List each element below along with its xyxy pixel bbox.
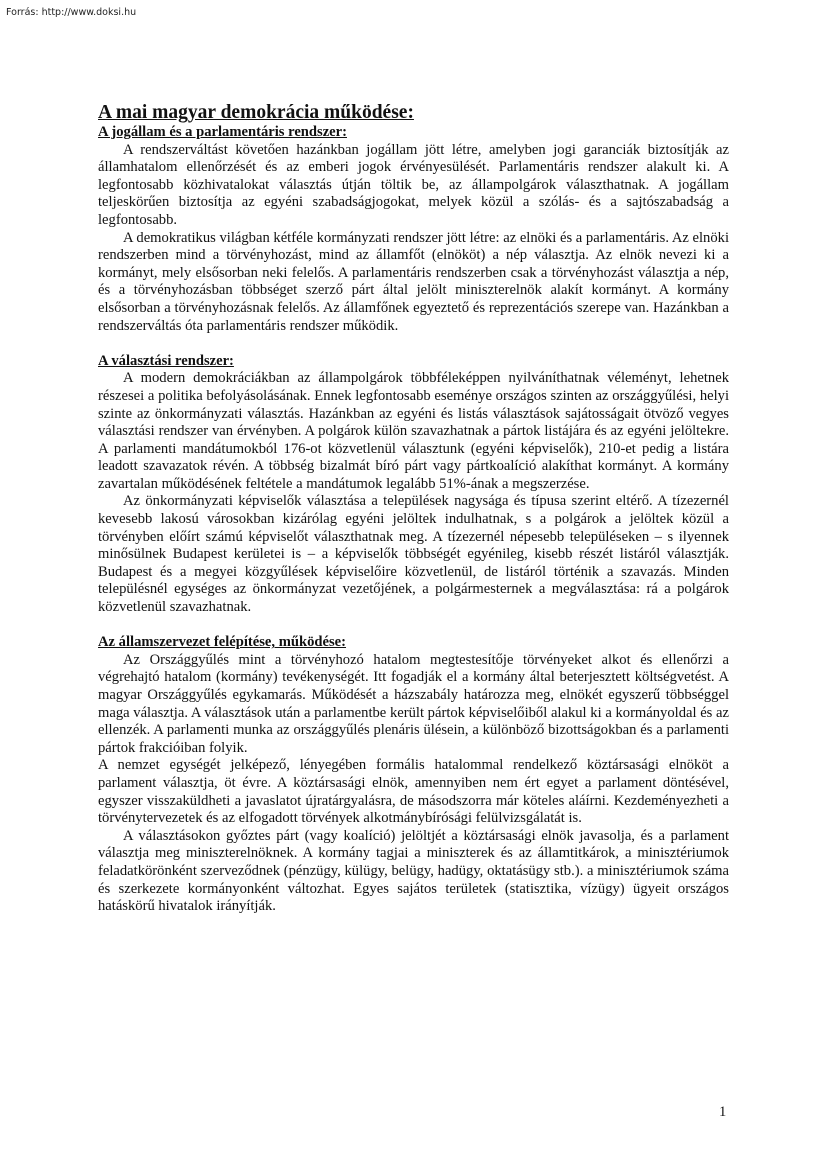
paragraph: A választásokon győztes párt (vagy koalíció) jelöltjét a köztársasági elnök javasolja, és a parlament választja meg miniszterelnöknek. A kormány tagjai a miniszterek és az államtitkárok, a minisztériumok feladatkörönként szerveződnek (pénzügy, külügy, belügy, hadügy, oktatásügy stb.). a minisztériumok száma és szerkezete kormányonként változhat. Egyes sajátos területek (statisztika, vízügy) ügyeit országos hatáskörű hivatalok irányítják. [98,827,729,915]
paragraph: A demokratikus világban kétféle kormányzati rendszer jött létre: az elnöki és a parlamentáris. Az elnöki rendszerben mind a törvényhozást, mind az államfőt (elnököt) a nép választja. Az elnök nevezi ki a kormányt, mely elsősorban neki felelős. A parlamentáris rendszerben csak a törvényhozást választja a nép, és a törvényhozásban többséget szerző párt által jelölt miniszterelnök alakít kormányt. A kormány elsősorban a törvényhozásnak felelős. Az államfőnek egyeztető és reprezentációs szerepe van. Hazánkban a rendszerváltás óta parlamentáris rendszer működik. [98,229,729,334]
paragraph: A nemzet egységét jelképező, lényegében formális hatalommal rendelkező köztársasági elnököt a parlament választja, öt évre. A köztársasági elnök, amennyiben nem ért egyet a parlament döntésével, egyszer visszaküldheti a javaslatot újratárgyalásra, de másodszorra már köteles aláírni. Kezdeményezheti a törvénytervezetek és az elfogadott törvények alkotmánybírósági felülvizsgálatát is. [98,757,729,827]
section-heading-allamszervezet: Az államszervezet felépítése, működése: [98,634,347,651]
document-title: A mai magyar demokrácia működése: [98,102,414,123]
paragraph: Az önkormányzati képviselők választása a települések nagysága és típusa szerint eltérő. A tízezernél kevesebb lakosú városokban kizárólag egyéni jelöltek indulhatnak, s a polgárok a jelöltek közül a törvényben előírt számú képviselőt választhatnak meg. A tízezernél népesebb településeken – s ilyennek minősülnek Budapest kerületei is – a képviselők többségét egyénileg, kisebb részét listáról választják. Budapest és a megyei közgyűlések képviselőire közvetlenül, de listáról történik a szavazás. Minden településnél egységes az önkormányzat vezetőjének, a polgármesternek a megválasztása: rá a polgárok közvetlenül szavazhatnak. [98,493,729,616]
section-heading-jogallam: A jogállam és a parlamentáris rendszer: [98,124,347,140]
source-label: Forrás: http://www.doksi.hu [6,7,137,18]
paragraph: Az Országgyűlés mint a törvényhozó hatalom megtestesítője törvényeket alkot és ellenőrzi a végrehajtó hatalom (kormány) tevékenységét. Itt fogadják el a kormány által beterjesztett költségvetést. A magyar Országgyűlés egykamarás. Működését a házszabály határozza meg, elnökét egyszerű többséggel maga választja. A választások után a parlamentbe került pártok képviselőiből alakul ki a kormányoldal és az ellenzék. A parlamenti munka az országgyűlés plenáris ülésein, a különböző bizottságokban és a parlamenti pártok frakcióiban folyik. [98,651,729,756]
section-heading-valasztasi-rendszer: A választási rendszer: [98,352,234,369]
section-gap [98,617,729,635]
page-number: 1 [719,1104,727,1120]
document-body [98,102,729,916]
paragraph: A modern demokráciákban az állampolgárok többféleképpen nyilváníthatnak véleményt, lehetnek részesei a politika befolyásolásának. Ennek legfontosabb eseménye országos szinten az országgyűlési, helyi szinte az önkormányzati választás. Hazánkban az egyéni és listás választások sajátosságait ötvöző vegyes választási rendszer van érvényben. A polgárok külön szavazhatnak a pártok listájára és az egyéni jelöltekre. A parlamenti mandátumokból 176-ot közvetlenül választunk (egyéni képviselők), 210-et pedig a listára leadott szavazatok révén. A többség bizalmát bíró párt vagy pártkoalíció alakíthat kormányt. A kormány zavartalan működésének feltétele a mandátumok legalább 51%-ának a megszerzése. [98,370,729,492]
section-gap [98,335,729,353]
paragraph: A rendszerváltást követően hazánkban jogállam jött létre, amelyben jogi garanciák biztosítják az államhatalom ellenőrzését és az emberi jogok érvényesülését. Parlamentáris rendszer alakult ki. A legfontosabb közhivatalokat választás útján töltik be, az állampolgárok választhatnak. A jogállam teljeskörűen biztosítja az egyéni szabadságjogokat, melyek közül a szólás- és a sajtószabadság a legfontosabb. [98,141,729,228]
